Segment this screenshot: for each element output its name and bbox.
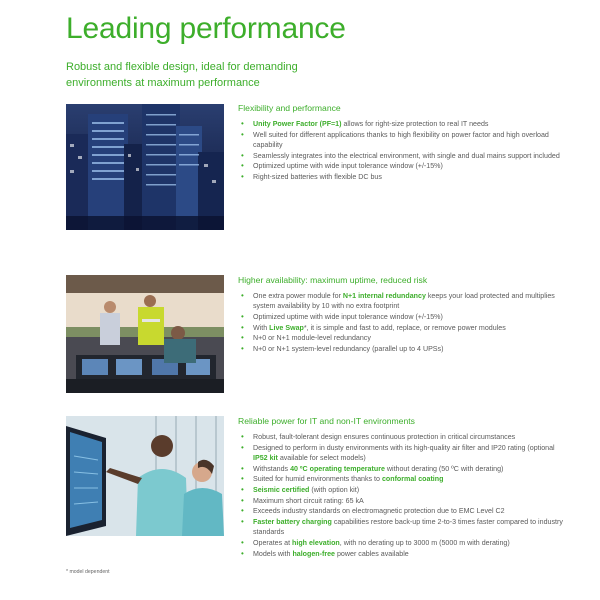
bullet-text: Seamlessly integrates into the electrical environment, with single and dual mains support included xyxy=(253,151,560,160)
bullet-text: N+0 or N+1 module-level redundancy xyxy=(253,334,371,343)
medical-staff-photo xyxy=(66,416,224,536)
bullet-item xyxy=(238,549,568,559)
bullet-text: Optimized uptime with wide input tolerance window (+/-15%) xyxy=(253,312,443,321)
bullet-item xyxy=(238,119,568,129)
bullet-item xyxy=(238,344,568,354)
bullet-text: capabilities restore back-up time 2-to-3 times faster compared to industry standards xyxy=(253,518,563,537)
bullet-item xyxy=(238,291,568,311)
highlight-text: IP52 kit xyxy=(253,453,278,462)
highlight-text: 40 ºC operating temperature xyxy=(290,464,385,473)
bullet-item xyxy=(238,464,568,474)
section-reliable-power xyxy=(238,416,568,559)
bullet-text: Optimized uptime with wide input tolerance window (+/-15%) xyxy=(253,162,443,171)
highlight-text: high elevation xyxy=(292,539,340,548)
bullet-text: available for select models) xyxy=(277,453,366,462)
bullet-item xyxy=(238,161,568,171)
section-title: Higher availability: maximum uptime, reduced risk xyxy=(238,275,428,285)
footnote: * model dependent xyxy=(66,569,110,575)
bullet-item xyxy=(238,130,568,150)
bullet-item xyxy=(238,323,568,333)
control-room-photo xyxy=(66,275,224,393)
bullet-item xyxy=(238,312,568,322)
bullet-item xyxy=(238,443,568,463)
page-subtitle: Robust and flexible design, ideal for demanding environments at maximum performance xyxy=(66,61,298,89)
highlight-text: halogen-free xyxy=(292,549,336,558)
bullet-text: (with option kit) xyxy=(309,486,360,495)
section-availability xyxy=(238,275,568,355)
highlight-text: Seismic certified xyxy=(253,486,310,495)
bullet-text: Robust, fault-tolerant design ensures continuous protection in critical circumstances xyxy=(253,433,516,441)
highlight-text: Unity Power Factor (PF=1) xyxy=(253,120,342,128)
highlight-text: Live Swap xyxy=(269,323,304,332)
bullet-text: Operates at xyxy=(253,539,293,548)
city-buildings-photo xyxy=(66,104,224,230)
bullet-item xyxy=(238,538,568,548)
section-flexibility xyxy=(238,103,568,183)
bullet-text: N+0 or N+1 system-level redundancy (parallel up to 4 UPSs) xyxy=(253,345,444,354)
bullet-text: power cables available xyxy=(335,549,409,558)
bullet-item xyxy=(238,172,568,182)
feature-list xyxy=(238,119,568,182)
bullet-text: Suited for humid environments thanks to xyxy=(253,475,382,484)
bullet-item xyxy=(238,496,568,506)
feature-list xyxy=(238,432,568,559)
bullet-text: keeps your load protected and multiplies system availability by 10 with no extra footprint xyxy=(253,292,555,311)
section-title: Reliable power for IT and non-IT environments xyxy=(238,416,415,426)
bullet-text: Exceeds industry standards on electromagnetic protection due to EMC Level C2 xyxy=(253,507,505,516)
bullet-text: Right-sized batteries with flexible DC bus xyxy=(253,173,382,182)
bullet-text: without derating (50 ºC with derating) xyxy=(384,464,504,473)
feature-list xyxy=(238,291,568,354)
page-title: Leading performance xyxy=(66,12,346,45)
highlight-text: Faster battery charging xyxy=(253,518,332,527)
bullet-item xyxy=(238,432,568,442)
bullet-text: allows for right-size protection to real IT needs xyxy=(341,120,489,128)
bullet-item xyxy=(238,474,568,484)
bullet-text: With xyxy=(253,323,270,332)
bullet-text: Well suited for different applications thanks to high flexibility on power factor and high overload capability xyxy=(253,130,549,149)
bullet-item xyxy=(238,517,568,537)
bullet-item xyxy=(238,506,568,516)
bullet-text: Maximum short circuit rating: 65 kA xyxy=(253,496,364,505)
bullet-text: , with no derating up to 3000 m (5000 m with derating) xyxy=(339,539,510,548)
bullet-text: Withstands xyxy=(253,464,291,473)
section-title: Flexibility and performance xyxy=(238,103,341,113)
highlight-text: N+1 internal redundancy xyxy=(342,292,426,300)
bullet-text: Models with xyxy=(253,549,293,558)
highlight-text: conformal coating xyxy=(381,475,444,484)
bullet-item xyxy=(238,485,568,495)
bullet-text: Designed to perform in dusty environments with its high-quality air filter and IP20 rating (optional xyxy=(253,443,555,452)
bullet-item xyxy=(238,333,568,343)
bullet-text: *, it is simple and fast to add, replace, or remove power modules xyxy=(303,323,506,332)
bullet-text: One extra power module for xyxy=(253,292,343,300)
bullet-item xyxy=(238,151,568,161)
